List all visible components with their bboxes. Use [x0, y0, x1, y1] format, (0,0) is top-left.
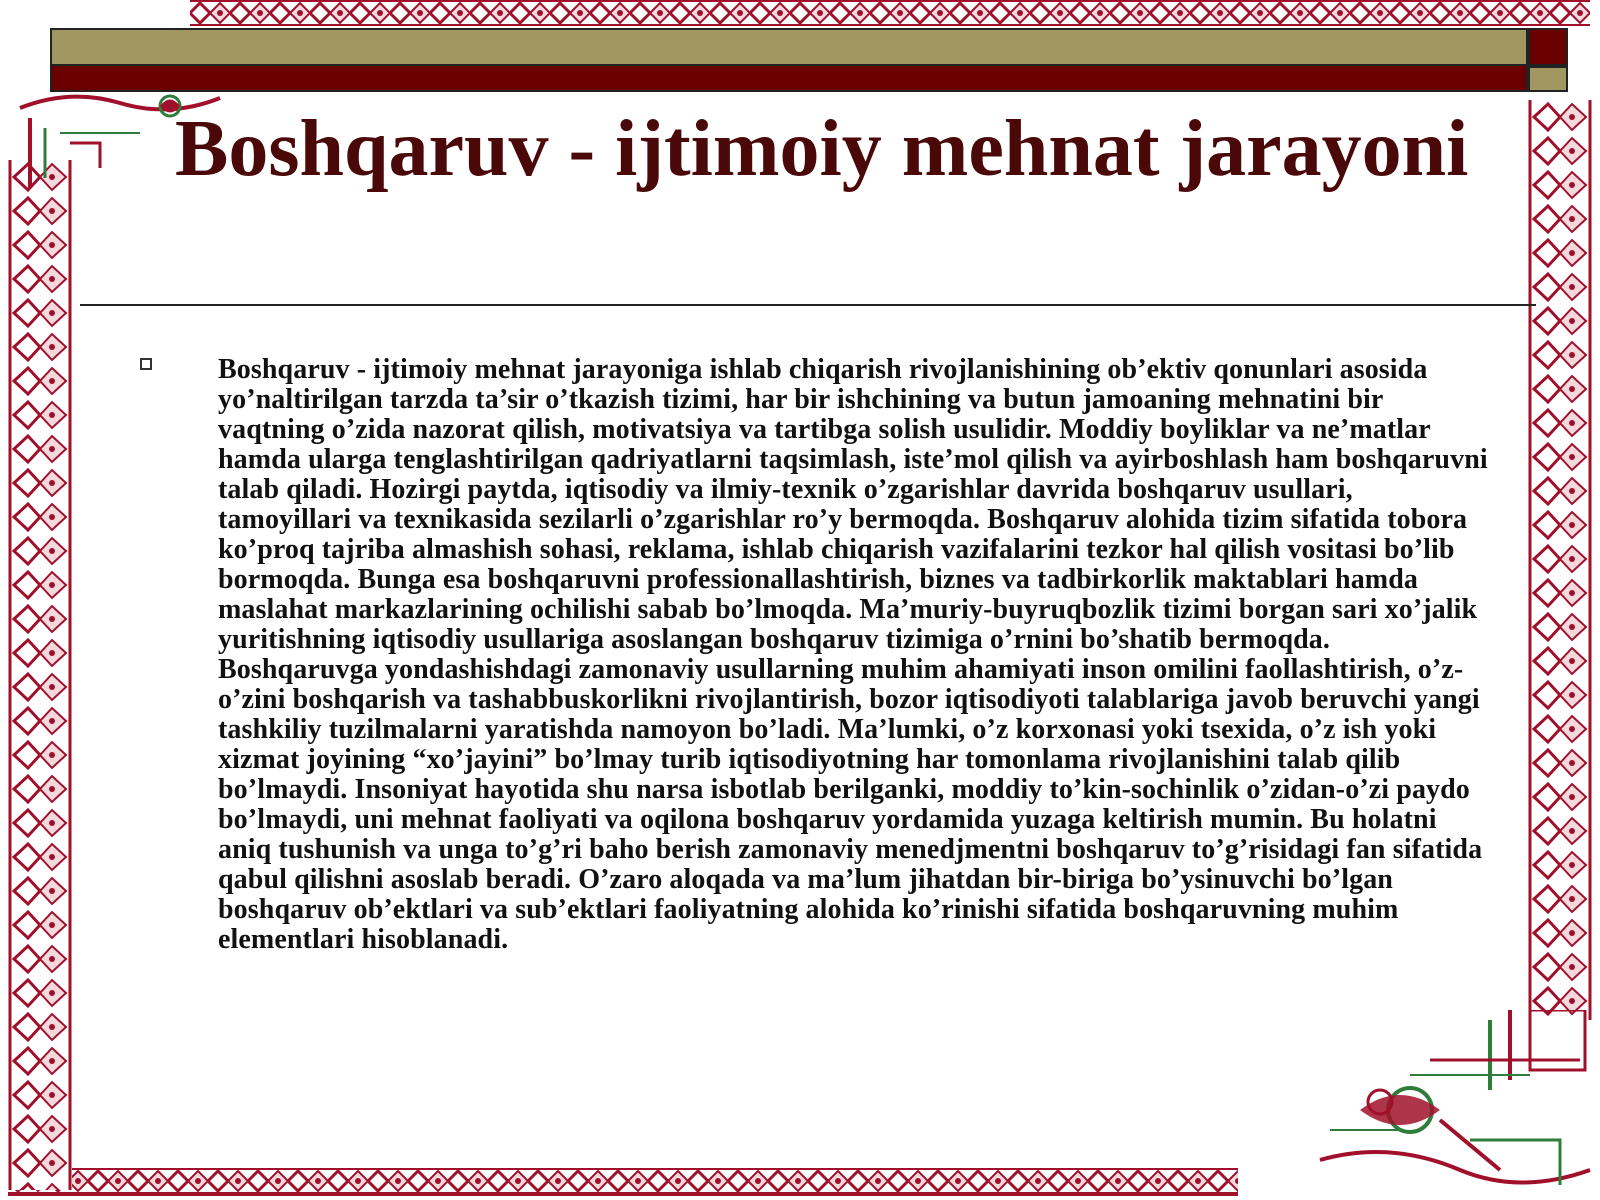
header-olive-bar	[50, 28, 1528, 66]
header-maroon-bar	[50, 66, 1528, 92]
header-corner-square	[1528, 28, 1568, 66]
bottom-ornament-border	[8, 1168, 1238, 1196]
floral-corner-ornament-bottom-right	[1300, 1010, 1595, 1200]
top-ornament-border	[190, 0, 1590, 26]
right-ornament-border	[1528, 100, 1592, 1020]
body-paragraph: Boshqaruv - ijtimoiy mehnat jarayoniga ishlab chiqarish rivojlanishining ob’ektiv qonunlari asosida yo’naltirilgan tarzda ta’sir o’tkazish tizimi, har bir ishchining va butun jamoaning mehnatini bir vaqtning o’zida nazorat qilish, motivatsiya va tartibga solish usulidir. Moddiy boyliklar va ne’matlar hamda ularga tenglashtirilgan qadriyatlarni taqsimlash, iste’mol qilish va ayirboshlash ham boshqaruvni talab qiladi. Hozirgi paytda, iqtisodiy va ilmiy-texnik o’zgarishlar davrida boshqaruv usullari, tamoyillari va texnikasida sezilarli o’zgarishlar ro’y bermoqda. Boshqaruv alohida tizim sifatida tobora ko’proq tajriba almashish sohasi, reklama, ishlab chiqarish vazifalarini tezkor hal qilish vositasi bo’lib bormoqda. Bunga esa boshqaruvni professionallashtirish, biznes va tadbirkorlik maktablari hamda maslahat markazlarining ochilishi sabab bo’lmoqda. Ma’muriy-buyruqbozlik tizimi borgan sari xo’jalik yuritishning iqtisodiy usullariga asoslangan boshqaruv tizimiga o’rnini bo’shatib bermoqda. Boshqaruvga yondashishdagi zamonaviy usullarning muhim ahamiyati inson omilini faollashtirish, o’z-o’zini boshqarish va tashabbuskorlikni rivojlantirish, bozor iqtisodiyoti talablariga javob beruvchi yangi tashkiliy tuzilmalarni yaratishda namoyon bo’ladi. Ma’lumki, o’z korxonasi yoki tsexida, o’z ish yoki xizmat joyining “xo’jayini” bo’lmay turib iqtisodiyotning har tomonlama rivojlanishini talab qilib bo’lmaydi. Insoniyat hayotida shu narsa isbotlab berilganki, moddiy to’kin-sochinlik o’zidan-o’zi paydo bo’lmaydi, uni mehnat faoliyati va oqilona boshqaruv yordamida yuzaga keltirish mumin. Bu holatni aniq tushunish va unga to’g’ri baho berish zamonaviy menedjmentni boshqaruv to’g’risidagi fan sifatida qabul qilishni asoslab beradi. O’zaro aloqada va ma’lum jihatdan bir-biriga bo’ysinuvchi bo’lgan boshqaruv ob’ektlari va sub’ektlari faoliyatning alohida ko’rinishi sifatida boshqaruvning muhim elementlari hisoblanadi.	[218, 354, 1488, 955]
title-divider	[80, 304, 1536, 306]
square-bullet-icon	[140, 358, 152, 370]
header-corner-square-lower	[1528, 66, 1568, 92]
left-ornament-border	[8, 160, 72, 1190]
slide-title: Boshqaruv - ijtimoiy mehnat jarayoni	[175, 105, 1469, 193]
